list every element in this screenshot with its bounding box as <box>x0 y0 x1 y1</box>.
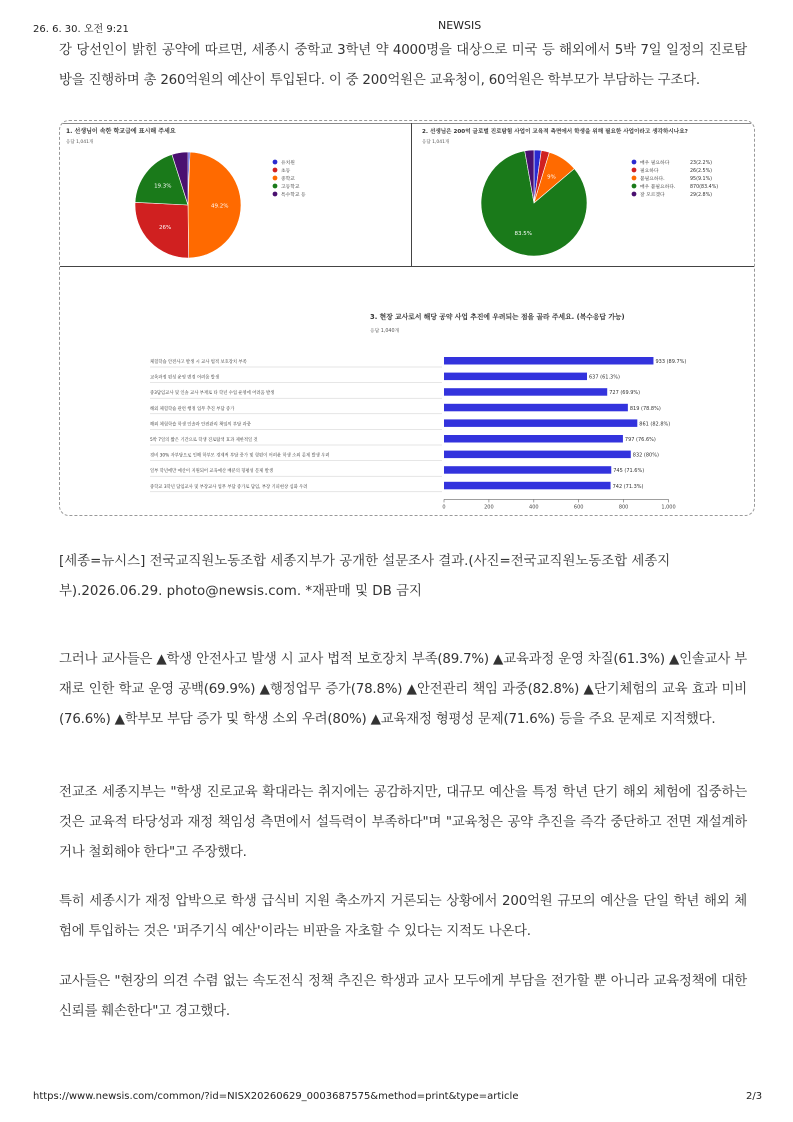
chart3-category-label: 해외 체험학습 학생 인솔과 안전관리 책임의 부담 과중 <box>150 422 251 428</box>
chart2-legend-swatch <box>632 192 637 197</box>
chart3-bar-value: 832 (80%) <box>632 452 659 459</box>
chart1-legend-label: 중학교 <box>281 177 295 182</box>
body-paragraph-2: 전교조 세종지부는 "학생 진로교육 확대라는 취지에는 공감하지만, 대규모 예산을 특정 학년 단기 해외 체험에 집중하는 것은 교육적 타당성과 재정 책임성 측면에서 설득력이 부족하다"며 "교육청은 공약 추진을 즉각 중단하고 전면 재설계하거나 철회해야 한다"고 주장했다. <box>59 785 747 860</box>
survey-charts <box>60 121 754 515</box>
chart3-bar-value: 861 (82.8%) <box>639 421 671 428</box>
chart1-legend-swatch <box>273 192 278 197</box>
chart1-legend-label: 유치원 <box>281 161 295 166</box>
chart1-legend-swatch <box>273 168 278 173</box>
chart3-bar <box>444 357 653 365</box>
chart1-legend-swatch <box>273 176 278 181</box>
chart1-title: 1. 선생님이 속한 학교급에 표시해 주세요 <box>66 128 176 135</box>
chart2-legend-label: 매우 불필요하다. <box>640 185 676 190</box>
chart3-bar <box>444 451 631 459</box>
chart3-bar <box>444 466 611 474</box>
chart3-bar-value: 819 (78.8%) <box>629 405 661 412</box>
chart3-title: 3. 현장 교사로서 해당 공약 사업 추진에 우려되는 점을 골라 주세요. (복수응답 가능) <box>370 313 625 321</box>
body-paragraph-4: 교사들은 "현장의 의견 수렴 없는 속도전식 정책 추진은 학생과 교사 모두에게 부담을 전가할 뿐 아니라 교육정책에 대한 신뢰를 훼손한다"고 경고했다. <box>59 974 747 1019</box>
chart3-x-tick-label: 1,000 <box>661 504 676 511</box>
survey-figure <box>59 120 755 516</box>
chart3-subtitle: 응답 1,040개 <box>370 329 400 334</box>
chart3-bar-value: 637 (61.3%) <box>589 374 620 381</box>
chart1-legend-swatch <box>273 184 278 189</box>
chart3-x-tick-label: 200 <box>484 504 494 511</box>
chart3-x-tick-label: 600 <box>573 504 584 511</box>
chart1-legend-label: 고등학교 <box>281 185 300 190</box>
chart3-bar-value: 933 (89.7%) <box>655 359 687 365</box>
chart1-legend-swatch <box>273 160 278 165</box>
chart1-legend-label: 특수학교 등 <box>281 193 306 198</box>
chart3-category-label: 중3담임교사 및 인솔 교사 부재로 타 학년 수업 운영에 어려움 발생 <box>150 391 275 397</box>
chart2-legend-swatch <box>632 176 637 181</box>
chart3-category-label: 일부 학년에만 예산이 지원되어 교육예산 배분의 형평성 문제 발생 <box>150 469 273 475</box>
chart1-legend-label: 초등 <box>281 169 291 174</box>
chart3-bar <box>444 373 587 381</box>
chart3-category-label: 중학교 3학년 담임교사 및 부장교사 업무 부담 증가로 담임, 부장 기피현상 심화 우려 <box>150 484 308 490</box>
chart1-slice-label: 26% <box>158 225 172 232</box>
chart3-category-label: 체험학습 안전사고 발생 시 교사 법적 보호장치 부족 <box>150 360 247 365</box>
chart2-legend-label: 매우 필요하다 <box>640 161 670 166</box>
chart2-slice-label: 9% <box>547 174 556 181</box>
chart3-x-tick-label: 0 <box>442 504 446 511</box>
chart3-category-label: 경비 30% 자부담으로 인해 학부모 경제적 부담 증가 및 형편이 어려운 학생 소외 문제 발생 우려 <box>150 453 330 459</box>
footer-url: https://www.newsis.com/common/?id=NISX20260629_0003687575&method=print&type=article <box>33 1091 519 1102</box>
chart2-slice-label: 83.5% <box>514 230 532 237</box>
chart2-legend-label: 잘 모르겠다 <box>640 193 665 198</box>
body-paragraph-3: 특히 세종시가 재정 압박으로 학생 급식비 지원 축소까지 거론되는 상황에서 200억원 규모의 예산을 단일 학년 해외 체험에 투입하는 것은 '퍼주기식 예산'이라는 비판을 자초할 수 있다는 지적도 나온다. <box>59 894 747 939</box>
print-datetime: 26. 6. 30. 오전 9:21 <box>33 24 129 35</box>
chart3-bar <box>444 482 611 490</box>
chart3-bar <box>444 435 623 443</box>
body-paragraph-1: 그러나 교사들은 ▲학생 안전사고 발생 시 교사 법적 보호장치 부족(89.7%) ▲교육과정 운영 차질(61.3%) ▲인솔교사 부재로 인한 학교 운영 공백(69.9%) ▲행정업무 증가(78.8%) ▲안전관리 책임 과중(82.8%) ▲단기체험의 교육 효과 미비(76.6%) ▲학부모 부담 증가 및 학생 소외 우려(80%) ▲교육재정 형평성 문제(71.6%) 등을 주요 문제로 지적했다. <box>59 652 747 727</box>
chart2-legend-value: 26(2.5%) <box>690 169 713 174</box>
chart3-x-tick-label: 800 <box>618 504 629 511</box>
chart2-legend-swatch <box>632 168 637 173</box>
chart3-category-label: 해외 체험학습 관련 행정 업무 추진 부담 증가 <box>150 406 235 412</box>
chart3-bar <box>444 388 607 396</box>
chart3-x-tick-label: 400 <box>529 504 539 511</box>
chart2-subtitle: 응답 1,041개 <box>422 140 450 145</box>
chart3-category-label: 교육과정 편성 운영 변경 어려움 발생 <box>150 375 220 381</box>
chart3-bar <box>444 419 637 427</box>
chart2-legend-label: 필요하다 <box>640 169 659 174</box>
chart3-bar <box>444 404 628 412</box>
chart3-bar-value: 797 (76.6%) <box>624 437 656 443</box>
chart2-title: 2. 선생님은 200억 글로벌 진로탐험 사업이 교육적 측면에서 학생을 위해 필요한 사업이라고 생각하시나요? <box>422 129 688 135</box>
intro-paragraph: 강 당선인이 밝힌 공약에 따르면, 세종시 중학교 3학년 약 4000명을 대상으로 미국 등 해외에서 5박 7일 일정의 진로탐방을 진행하며 총 260억원의 예산이 투입된다. 이 중 200억원은 교육청이, 60억원은 학부모가 부담하는 구조다. <box>59 43 747 88</box>
chart2-legend-value: 95(9.1%) <box>690 177 713 182</box>
chart3-bar-value: 745 (71.6%) <box>613 468 645 475</box>
chart3-bar-value: 742 (71.3%) <box>612 483 644 490</box>
chart2-legend-value: 29(2.8%) <box>690 193 713 198</box>
site-name: NEWSIS <box>438 19 482 32</box>
chart2-legend-swatch <box>632 160 637 165</box>
chart3-bar-value: 727 (69.9%) <box>609 390 641 397</box>
photo-caption: [세종=뉴시스] 전국교직원노동조합 세종지부가 공개한 설문조사 결과.(사진=전국교직원노동조합 세종지부).2026.06.29. photo@newsis.com. *재판매 및 DB 금지 <box>59 554 671 599</box>
chart2-legend-value: 23(2.2%) <box>690 161 713 166</box>
chart2-legend-value: 870(83.4%) <box>690 185 719 190</box>
footer-page-number: 2/3 <box>746 1091 763 1102</box>
chart2-legend-label: 불필요하다. <box>640 177 665 182</box>
chart1-slice-label: 49.2% <box>211 203 229 210</box>
chart2-legend-swatch <box>632 184 637 189</box>
chart3-category-label: 5박 7일의 짧은 기간으로 학생 진로탐색 효과 제한적일 것 <box>150 438 258 443</box>
chart1-subtitle: 응답 1,041개 <box>66 140 94 145</box>
chart1-slice-label: 19.3% <box>154 183 172 190</box>
